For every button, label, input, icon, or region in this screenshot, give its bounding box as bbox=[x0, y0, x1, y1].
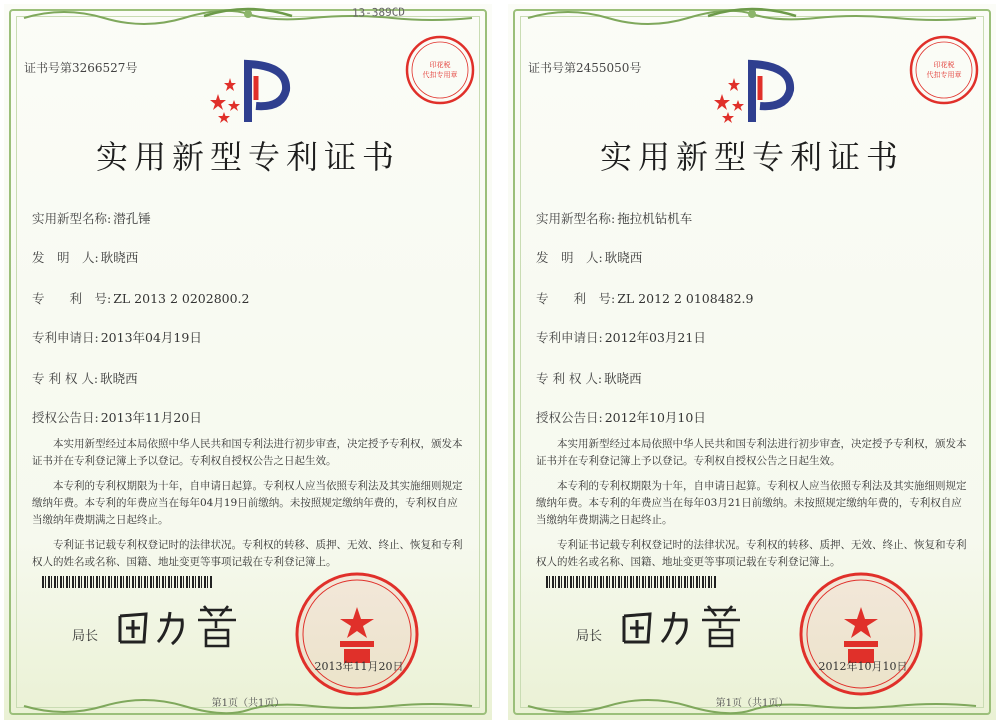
body-paragraph: 本实用新型经过本局依照中华人民共和国专利法进行初步审查，决定授予专利权，颁发本证书并在专利登记簿上予以登记。专利权自授权公告之日起生效。 bbox=[536, 438, 967, 467]
field-value: 潜孔锤 bbox=[113, 211, 151, 226]
field-value: 2012年10月10日 bbox=[604, 410, 706, 425]
certificate-number: 证书号第2455050号 bbox=[528, 61, 642, 75]
certificate-body bbox=[32, 436, 464, 579]
field-label: 专 利 权 人: bbox=[32, 371, 99, 386]
field-value: 拖拉机钻机车 bbox=[617, 211, 693, 226]
svg-text:代扣专用章: 代扣专用章 bbox=[926, 71, 962, 79]
body-paragraph: 本实用新型经过本局依照中华人民共和国专利法进行初步审查，决定授予专利权，颁发本证书并在专利登记簿上予以登记。专利权自授权公告之日起生效。 bbox=[32, 438, 463, 467]
field-label: 授权公告日: bbox=[536, 410, 603, 425]
barcode-icon bbox=[546, 576, 716, 588]
director-label: 局长 bbox=[576, 629, 603, 644]
field-value: 耿晓西 bbox=[100, 371, 138, 386]
field-value: ZL 2012 2 0108482.9 bbox=[617, 291, 754, 306]
certificate-number: 证书号第3266527号 bbox=[24, 61, 138, 75]
field-label: 发 明 人: bbox=[536, 250, 603, 265]
field-application-date bbox=[32, 328, 202, 346]
field-utility-model-name bbox=[536, 209, 692, 227]
body-paragraph: 专利证书记载专利权登记时的法律状况。专利权的转移、质押、无效、终止、恢复和专利权人的姓名或名称、国籍、地址变更等事项记载在专利登记簿上。 bbox=[536, 539, 967, 568]
svg-text:印花税: 印花税 bbox=[933, 61, 955, 69]
field-label: 实用新型名称: bbox=[536, 211, 616, 226]
body-paragraph: 本专利的专利权期限为十年，自申请日起算。专利权人应当依照专利法及其实施细则规定缴纳年费。本专利的年费应当在每年04月19日前缴纳。未按照规定缴纳年费的，专利权自应当缴纳年费期满之日起终止。 bbox=[32, 480, 463, 526]
field-label: 专 利 号: bbox=[32, 291, 112, 306]
certificate-title: 实用新型专利证书 bbox=[599, 138, 904, 176]
signature-image bbox=[616, 602, 756, 652]
field-value: 耿晓西 bbox=[604, 371, 642, 386]
field-label: 专利申请日: bbox=[32, 330, 99, 345]
field-application-date bbox=[536, 328, 706, 346]
field-label: 专 利 号: bbox=[536, 291, 616, 306]
patent-office-logo-icon bbox=[200, 56, 300, 126]
official-seal-icon bbox=[908, 34, 980, 106]
field-inventor bbox=[536, 248, 642, 266]
official-seal-icon bbox=[796, 569, 926, 699]
field-value: 耿晓西 bbox=[100, 250, 139, 265]
barcode-icon bbox=[42, 576, 212, 588]
field-label: 专利申请日: bbox=[536, 330, 603, 345]
field-announcement-date bbox=[536, 408, 706, 426]
field-label: 实用新型名称: bbox=[32, 211, 112, 226]
field-patent-number bbox=[32, 289, 250, 307]
field-value: 2012年03月21日 bbox=[604, 330, 706, 345]
field-announcement-date bbox=[32, 408, 202, 426]
field-label: 发 明 人: bbox=[32, 250, 99, 265]
official-seal-icon bbox=[404, 34, 476, 106]
field-patent-number bbox=[536, 289, 754, 307]
handwritten-note: 13-389CD bbox=[351, 5, 406, 20]
field-label: 专 利 权 人: bbox=[536, 371, 603, 386]
field-value: ZL 2013 2 0202800.2 bbox=[113, 291, 250, 306]
field-value: 2013年04月19日 bbox=[100, 330, 202, 345]
signature-image bbox=[112, 602, 252, 652]
certificate-left bbox=[4, 4, 492, 720]
ornament-border-icon bbox=[508, 4, 996, 30]
page-number: 第1页（共1页） bbox=[715, 698, 789, 709]
official-seal-icon bbox=[292, 569, 422, 699]
patent-office-logo-icon bbox=[704, 56, 804, 126]
certificate-right bbox=[508, 4, 996, 720]
field-patentee bbox=[32, 369, 138, 387]
page-number: 第1页（共1页） bbox=[211, 698, 285, 709]
body-paragraph: 本专利的专利权期限为十年，自申请日起算。专利权人应当依照专利法及其实施细则规定缴纳年费。本专利的年费应当在每年03月21日前缴纳。未按照规定缴纳年费的，专利权自应当缴纳年费期满之日起终止。 bbox=[536, 480, 967, 526]
field-value: 2013年11月20日 bbox=[100, 410, 202, 425]
svg-text:印花税: 印花税 bbox=[429, 61, 451, 69]
seal-date: 2012年10月10日 bbox=[818, 660, 908, 673]
field-label: 授权公告日: bbox=[32, 410, 99, 425]
certificate-body bbox=[536, 436, 968, 579]
seal-date: 2013年11月20日 bbox=[314, 660, 404, 673]
certificate-title: 实用新型专利证书 bbox=[95, 138, 400, 176]
field-utility-model-name bbox=[32, 209, 151, 227]
field-patentee bbox=[536, 369, 642, 387]
field-inventor bbox=[32, 248, 138, 266]
body-paragraph: 专利证书记载专利权登记时的法律状况。专利权的转移、质押、无效、终止、恢复和专利权人的姓名或名称、国籍、地址变更等事项记载在专利登记簿上。 bbox=[32, 539, 463, 568]
field-value: 耿晓西 bbox=[604, 250, 643, 265]
svg-text:代扣专用章: 代扣专用章 bbox=[422, 71, 458, 79]
director-label: 局长 bbox=[72, 629, 99, 644]
ornament-border-icon bbox=[4, 4, 492, 30]
